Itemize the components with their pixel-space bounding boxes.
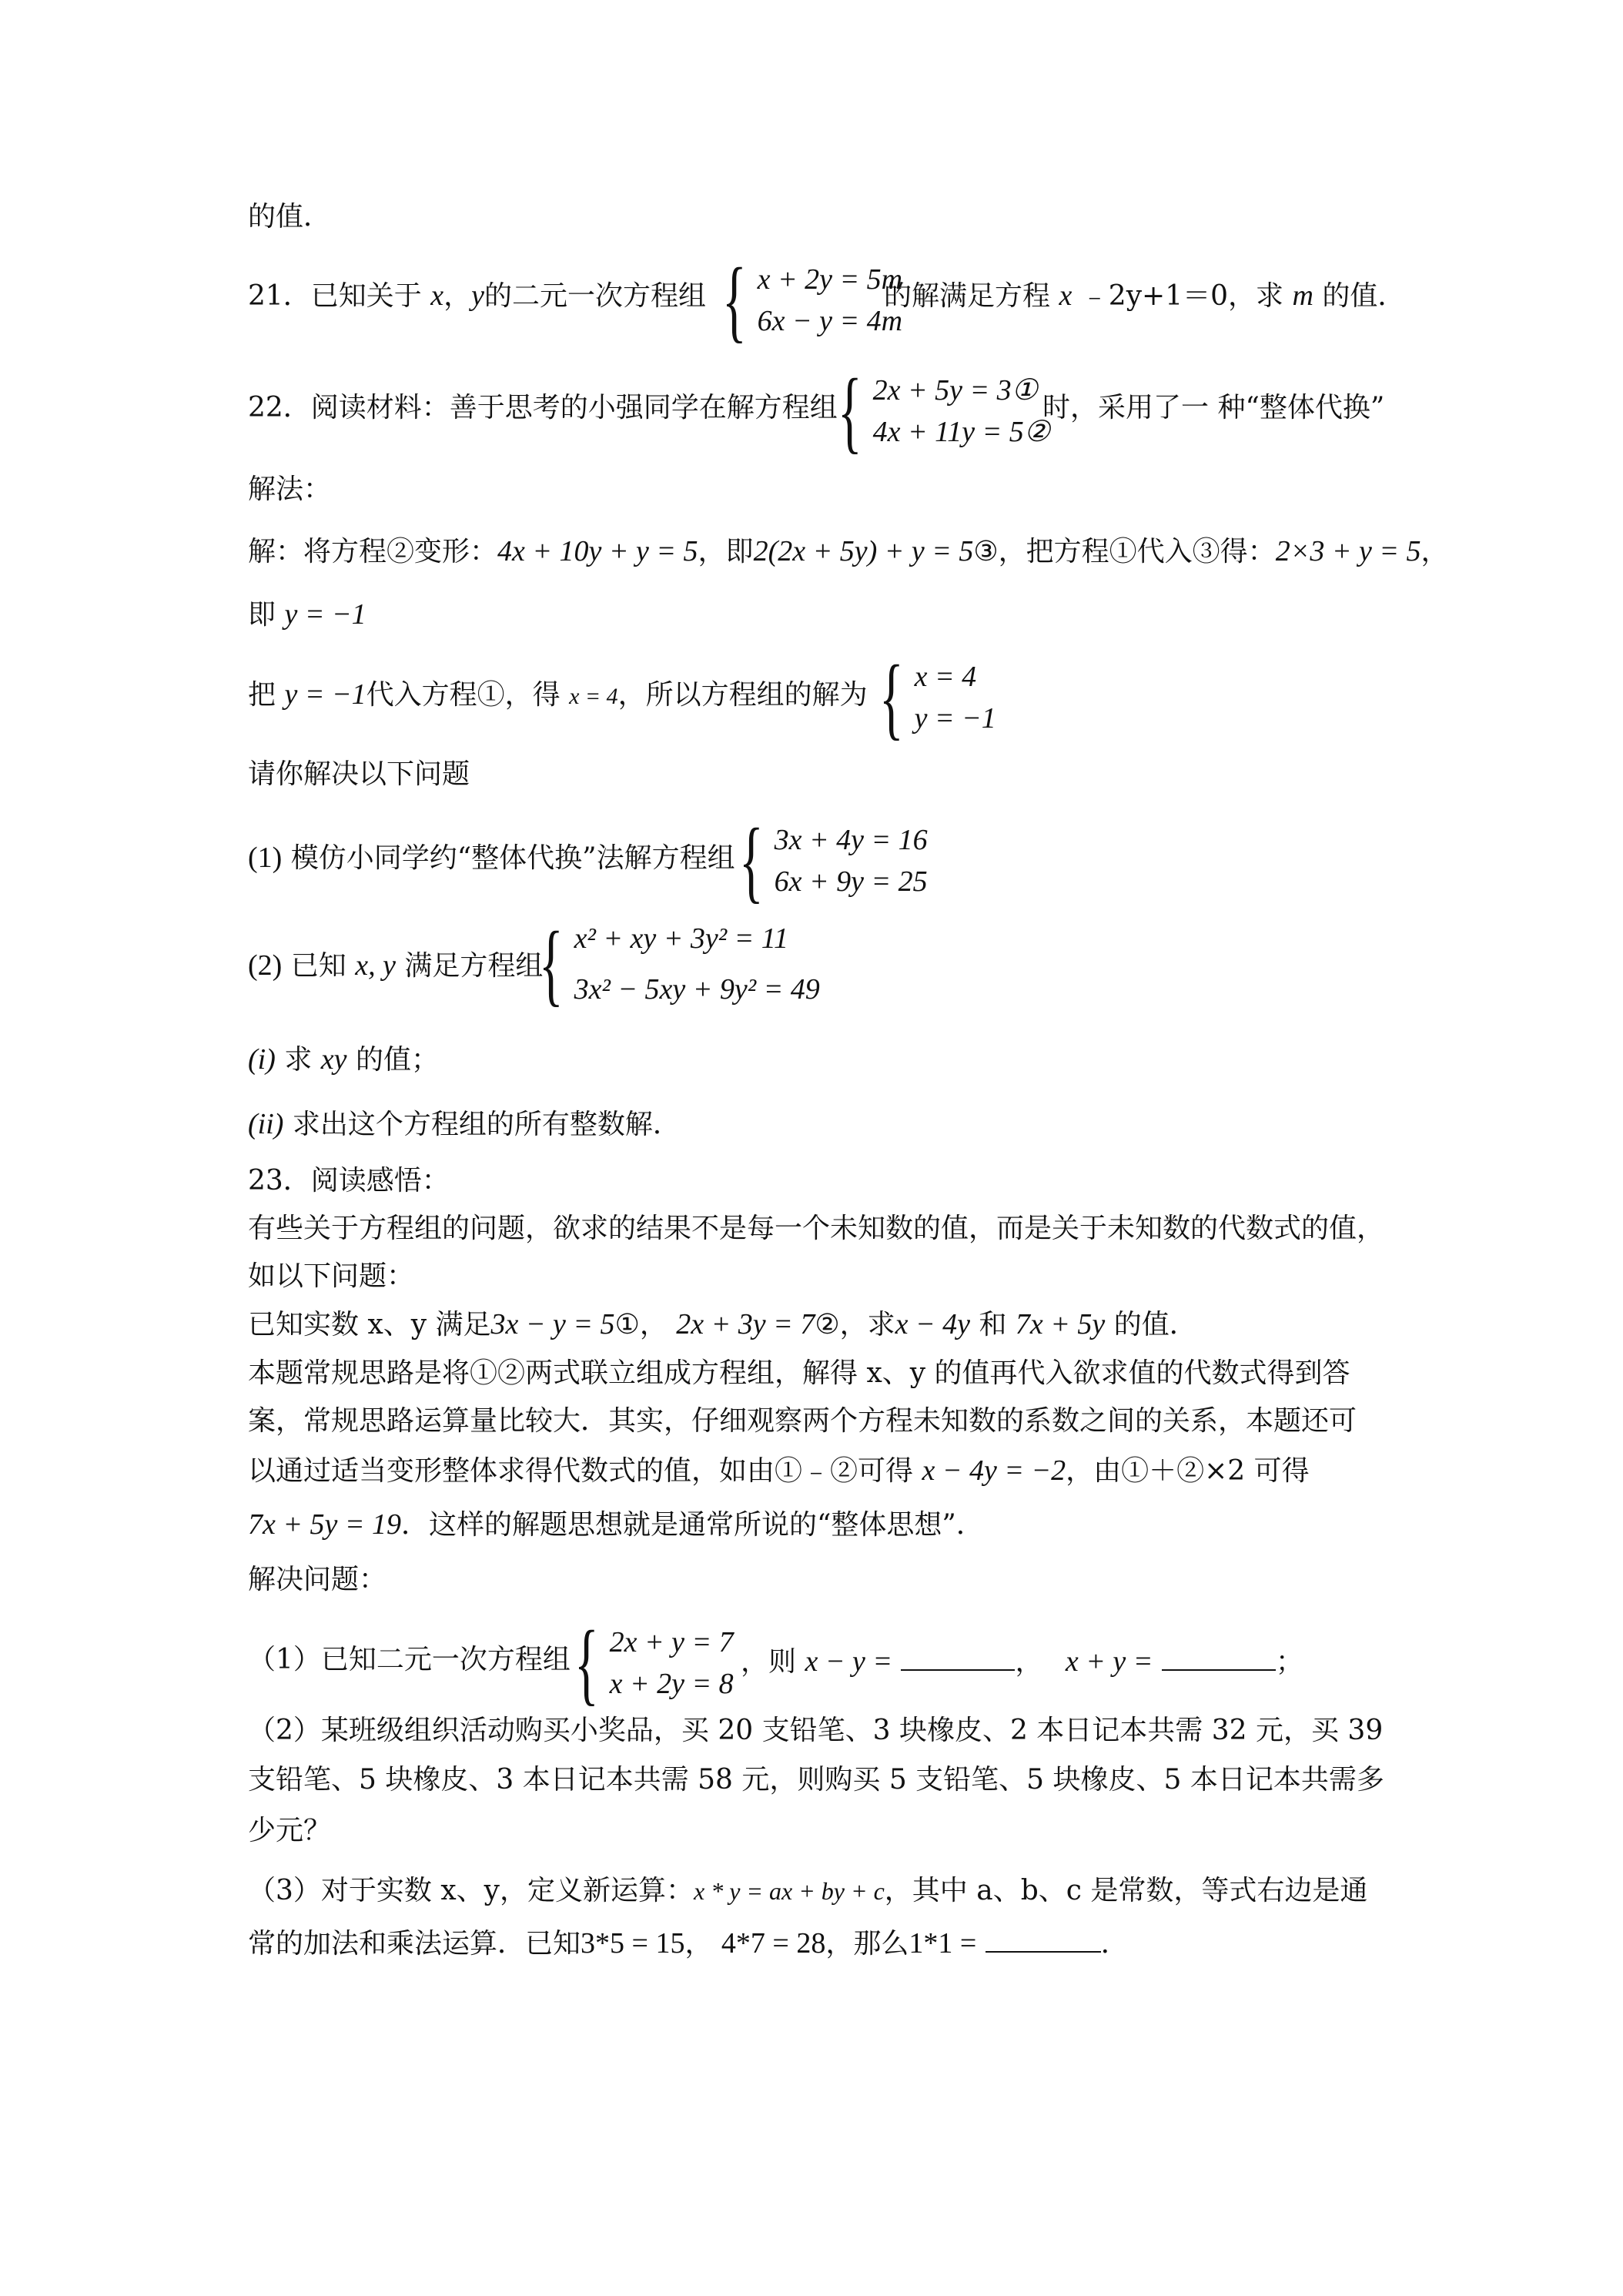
equation: 2x + 5y = 3① (872, 374, 1038, 407)
equation-system (838, 360, 1050, 462)
brace-icon: { (539, 912, 564, 1015)
text-line (248, 1357, 1350, 1391)
math: x (430, 279, 444, 312)
text: ﹣2y+1＝0，求 (1080, 280, 1284, 312)
text-line (248, 597, 366, 632)
subquestion-i (248, 1043, 439, 1077)
text: 已知实数 x、y 满足 (248, 1309, 491, 1340)
math: 3x − y = 5 (490, 1308, 615, 1340)
math: 1*1 = (909, 1927, 977, 1960)
math: (i) (248, 1043, 276, 1076)
text: ．这样的解题思想就是通常所说的“整体思想”． (401, 1509, 984, 1541)
math: m (1292, 279, 1313, 312)
equation-system (739, 809, 928, 912)
text: 代入方程①，得 (366, 679, 561, 711)
text-line (248, 1508, 984, 1542)
equation: 3x² − 5xy + 9y² = 49 (574, 973, 820, 1006)
text-line (248, 534, 1449, 569)
text: ， (443, 280, 472, 312)
math: y = −1 (284, 678, 366, 711)
text: ②，求 (815, 1309, 895, 1340)
subquestion-3 (248, 1874, 1367, 1908)
math: x = 4 (569, 684, 618, 709)
text: ，那么 (825, 1928, 909, 1960)
text: ． (1100, 1928, 1129, 1960)
question-21 (248, 279, 706, 313)
text: 案，常规思路运算量比较大．其实，仔细观察两个方程未知数的系数之间的关系，本题还可 (248, 1405, 1357, 1437)
brace-icon: { (739, 809, 764, 912)
text: 即 (248, 599, 276, 631)
subquestion-1 (248, 841, 735, 875)
subquestion-2 (248, 1714, 1383, 1748)
text-line (248, 473, 331, 507)
solution-system (879, 646, 996, 748)
math: 7x + 5y (1015, 1308, 1106, 1340)
text: 少元？ (248, 1815, 332, 1846)
text: 本题常规思路是将①②两式联立组成方程组，解得 x、y 的值再代入欲求值的代数式得到答 (248, 1357, 1350, 1389)
math: y (471, 279, 485, 312)
math: 4x + 10y + y = 5 (497, 535, 698, 567)
math: 3*5 = 15 (581, 1927, 685, 1960)
text: ， (1421, 536, 1449, 567)
text: 的值； (355, 1044, 439, 1076)
brace-icon: { (722, 249, 747, 351)
text: ，所以方程组的解为 (617, 679, 868, 711)
brace-icon: { (574, 1612, 599, 1714)
text-line (248, 1307, 1197, 1342)
equation: 2x + y = 7 (609, 1626, 734, 1658)
text: 23．阅读感悟： (248, 1165, 450, 1197)
question-23 (248, 1164, 450, 1198)
text: 以通过适当变形整体求得代数式的值，如由①﹣②可得 (248, 1455, 914, 1487)
question-21-tail (884, 279, 1405, 313)
text-line (248, 1454, 1310, 1488)
subquestion-1 (248, 1643, 571, 1677)
math: x * y = ax + by + c (694, 1877, 885, 1905)
text: ，则 (741, 1646, 797, 1678)
equation: 6x + 9y = 25 (774, 865, 928, 898)
text: 解法： (248, 474, 332, 505)
equation-system (574, 1612, 734, 1714)
text: 模仿小同学约“整体代换”法解方程组 (290, 842, 735, 874)
text: ①， (614, 1309, 668, 1340)
math: 2x + 3y = 7 (676, 1308, 815, 1340)
text: 的值． (1322, 280, 1406, 312)
answer-line (741, 1643, 1303, 1679)
text: 解决问题： (248, 1564, 387, 1595)
text: ， (1015, 1646, 1043, 1678)
math: 2×3 + y = 5 (1275, 535, 1421, 567)
brace-icon: { (838, 360, 862, 462)
subquestion-2 (248, 949, 543, 983)
math: 7x + 5y = 19 (248, 1508, 402, 1541)
text: （1）已知二元一次方程组 (248, 1644, 571, 1675)
math: x − 4y (895, 1308, 970, 1340)
math: xy (320, 1043, 347, 1076)
text-line (248, 1814, 331, 1848)
text-line (248, 1763, 1384, 1797)
question-22 (248, 391, 838, 425)
text: 求 (284, 1044, 313, 1076)
text: 的解满足方程 (884, 280, 1051, 312)
math: 2(2x + 5y) + y = 5 (753, 535, 974, 567)
text: 的二元一次方程组 (484, 280, 707, 312)
question-22-tail (1042, 391, 1384, 425)
answer-blank[interactable] (1162, 1643, 1276, 1671)
text: 支铅笔、5 块橡皮、3 本日记本共需 58 元，则购买 5 支铅笔、5 块橡皮、5 本日记本共需多 (248, 1764, 1384, 1796)
math: (2) (248, 949, 283, 982)
equation: 4x + 11y = 5② (872, 416, 1050, 448)
answer-blank[interactable] (986, 1925, 1101, 1953)
text: 和 (979, 1309, 1007, 1340)
equation: y = −1 (914, 702, 996, 735)
equation: x + 2y = 5m (757, 263, 903, 296)
text-line (248, 1260, 414, 1294)
text: 有些关于方程组的问题，欲求的结果不是每一个未知数的值，而是关于未知数的代数式的值， (248, 1213, 1385, 1244)
text-line (248, 758, 470, 792)
text: 的值． (248, 201, 332, 233)
math: 4*7 = 28 (721, 1927, 826, 1960)
text: 时，采用了一 种“整体代换” (1042, 392, 1385, 423)
text: 解：将方程②变形： (248, 536, 498, 567)
text: 21．已知关于 (248, 280, 422, 312)
text: 请你解决以下问题 (248, 758, 470, 790)
text: 如以下问题： (248, 1260, 415, 1292)
text: ，即 (698, 536, 754, 567)
math: (1) (248, 842, 283, 874)
math: (ii) (248, 1108, 284, 1140)
text-line (248, 1212, 1384, 1246)
text: （3）对于实数 x、y，定义新运算： (248, 1875, 694, 1906)
equation: 6x − y = 4m (757, 305, 903, 337)
text-line (248, 1925, 1129, 1961)
math: x − y = (805, 1645, 892, 1678)
brace-icon: { (879, 646, 904, 748)
text: ③，把方程①代入③得： (973, 536, 1276, 567)
text: ，由①＋②×2 可得 (1066, 1455, 1310, 1487)
math: x + y = (1065, 1645, 1153, 1678)
text: 满足方程组 (404, 950, 544, 982)
text: ， (684, 1928, 713, 1960)
answer-blank[interactable] (901, 1643, 1015, 1671)
subquestion-ii (248, 1107, 681, 1142)
text: ； (1275, 1646, 1303, 1678)
equation: 3x + 4y = 16 (774, 824, 928, 856)
text: 的值． (1113, 1309, 1197, 1340)
math: y = −1 (284, 598, 366, 631)
text: 把 (248, 679, 276, 711)
equation-system (539, 912, 820, 1015)
math: x − 4y = −2 (922, 1454, 1066, 1487)
equation: x + 2y = 8 (609, 1668, 734, 1700)
equation: x = 4 (914, 661, 977, 693)
text-line (248, 1404, 1357, 1438)
text: （2）某班级组织活动购买小奖品，买 20 支铅笔、3 块橡皮、2 本日记本共需 32 元，买 39 (248, 1715, 1384, 1746)
text-line (248, 1563, 387, 1597)
text-line (248, 678, 868, 714)
text: 常的加法和乘法运算．已知 (248, 1928, 581, 1960)
text: 已知 (290, 950, 346, 982)
text: ，其中 a、b、c 是常数，等式右边是通 (884, 1875, 1368, 1906)
math: x, y (355, 949, 396, 982)
text: 求出这个方程组的所有整数解． (292, 1109, 681, 1140)
math: x (1059, 279, 1073, 312)
text-line (248, 200, 331, 234)
equation: x² + xy + 3y² = 11 (574, 922, 788, 955)
equation-system (722, 249, 903, 351)
text: 22．阅读材料：善于思考的小强同学在解方程组 (248, 392, 838, 423)
